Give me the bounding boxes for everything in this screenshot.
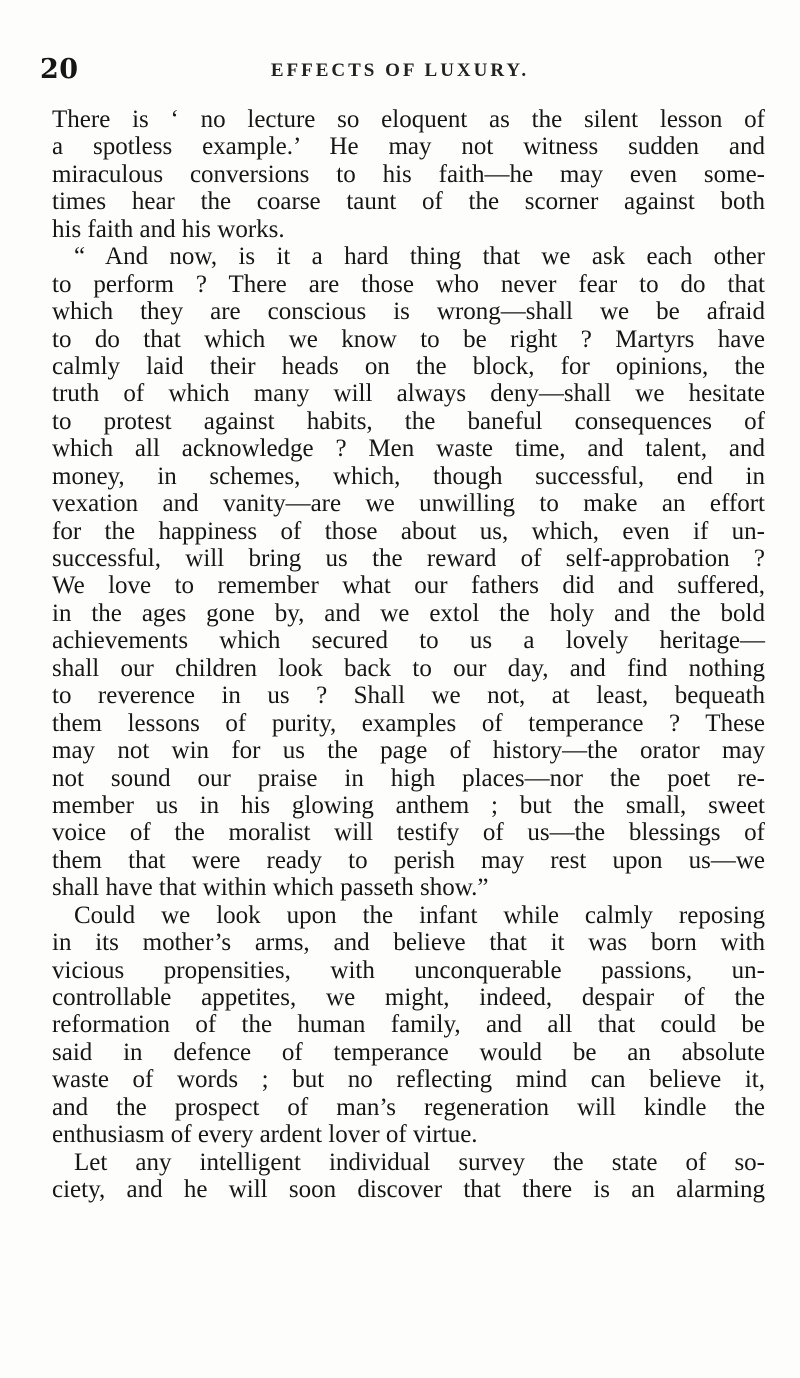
text-line: waste of words ; but no reflecting mind can believe it, [52, 1066, 765, 1094]
text-line: in the ages gone by, and we extol the holy and the bold [52, 599, 765, 627]
text-line: “ And now, is it a hard thing that we ask each other [74, 243, 765, 271]
text-line: Could we look upon the infant while calmly reposing [74, 901, 765, 929]
text-line: to do that which we know to be right ? Martyrs have [52, 325, 765, 353]
text-line: enthusiasm of every ardent lover of virtue. [52, 1121, 478, 1149]
running-head: EFFECTS OF LUXURY. [270, 60, 530, 81]
text-line: money, in schemes, which, though successful, end in [52, 462, 765, 490]
page-header [40, 54, 760, 88]
text-line: vexation and vanity—are we unwilling to make an effort [52, 490, 765, 518]
text-line: a spotless example.’ He may not witness sudden and [52, 133, 765, 161]
text-line: reformation of the human family, and all that could be [52, 1011, 765, 1039]
page-number: 20 [40, 54, 79, 85]
text-line: shall our children look back to our day, and find nothing [52, 654, 765, 682]
text-line: miraculous conversions to his faith—he may even some- [52, 160, 765, 188]
text-line: and the prospect of man’s regeneration will kindle the [52, 1093, 765, 1121]
text-line: for the happiness of those about us, which, even if un- [52, 517, 765, 545]
text-line: may not win for us the page of history—the orator may [52, 737, 765, 765]
text-line: controllable appetites, we might, indeed, despair of the [52, 984, 765, 1011]
text-line: voice of the moralist will testify of us—the blessings of [52, 819, 765, 847]
body-text [52, 106, 765, 1204]
text-line: ciety, and he will soon discover that there is an alarming [52, 1176, 765, 1204]
text-line: calmly laid their heads on the block, for opinions, the [52, 352, 765, 380]
text-line: times hear the coarse taunt of the scorner against both [52, 188, 765, 216]
text-line: to perform ? There are those who never fear to do that [52, 270, 765, 298]
text-line: shall have that within which passeth show.” [52, 874, 489, 902]
text-line: which all acknowledge ? Men waste time, and talent, and [52, 435, 765, 463]
text-line: member us in his glowing anthem ; but the small, sweet [52, 791, 765, 819]
text-line: them lessons of purity, examples of temperance ? These [52, 709, 765, 737]
text-line: vicious propensities, with unconquerable passions, un- [52, 956, 765, 984]
text-line: his faith and his works. [52, 215, 285, 243]
text-line: We love to remember what our fathers did and suffered, [52, 572, 765, 600]
text-line: truth of which many will always deny—shall we hesitate [52, 380, 765, 408]
text-line: successful, will bring us the reward of self-approbation ? [52, 545, 765, 572]
text-line: Let any intelligent individual survey the state of so- [74, 1148, 765, 1176]
text-line: in its mother’s arms, and believe that it was born with [52, 929, 765, 957]
text-line: to reverence in us ? Shall we not, at least, bequeath [52, 682, 765, 710]
text-line: them that were ready to perish may rest upon us—we [52, 846, 765, 874]
text-line: to protest against habits, the baneful consequences of [52, 407, 765, 435]
text-line: achievements which secured to us a lovely heritage— [52, 627, 765, 655]
text-line: There is ‘ no lecture so eloquent as the silent lesson of [52, 106, 765, 133]
text-line: which they are conscious is wrong—shall we be afraid [52, 298, 765, 326]
text-line: said in defence of temperance would be an absolute [52, 1038, 765, 1066]
text-line: not sound our praise in high places—nor the poet re- [52, 764, 765, 792]
